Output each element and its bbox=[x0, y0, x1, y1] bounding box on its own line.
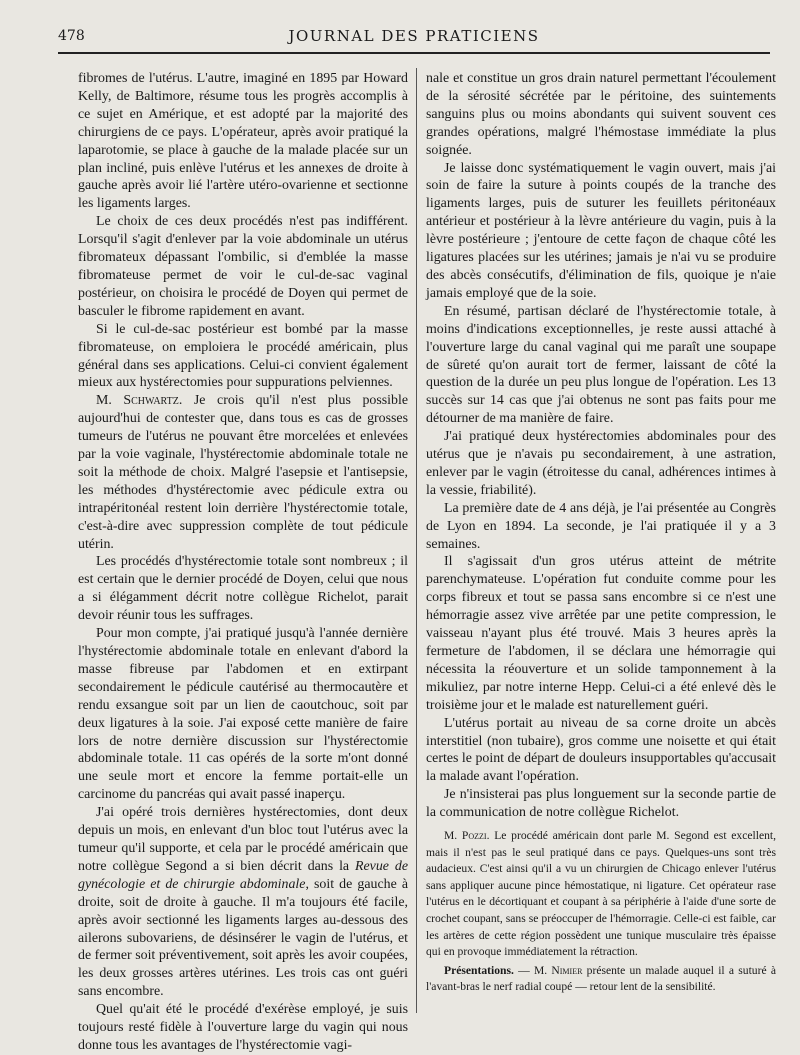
note-text: présente un malade auquel il a suturé à l'avant-bras le nerf radial coupé — retour lent de la sensibilité. bbox=[426, 963, 776, 994]
column-divider bbox=[416, 68, 417, 1013]
paragraph: Je laisse donc systématiquement le vagin ouvert, mais j'ai soin de faire la suture à points coupés de la tranche des ligaments larges, puis de suturer les feuillets péritonéaux antérieur et postérieur à la lèvre antérieure du vagin, puis à la lèvre postérieure ; j'entoure de cette façon de chaque côté les ligatures placées sur les utérines; jamais je n'ai vu se produire des abcès consécutifs, d'élimination de fils, quoique je n'aie jamais employé que de la soie. bbox=[426, 160, 776, 301]
speaker-name: M. Schwartz. bbox=[96, 393, 183, 409]
journal-reference: Revue de gynécologie et de chirurgie abdominale bbox=[78, 858, 408, 892]
page-number: 478 bbox=[58, 28, 85, 44]
paragraph-text: J'ai opéré trois dernières hystérectomies, dont deux depuis un mois, en enlevant d'un bloc tout l'utérus avec la tumeur qu'il supporte, et cela par le procédé américain que notre collègue Segond a si bien décrit dans la bbox=[78, 805, 408, 874]
paragraph: Si le cul-de-sac postérieur est bombé par la masse fibromateuse, on emploiera le procédé américain, plus général dans ses applications. Celui-ci convient également mieux aux hystérectomies pour suppurations pelviennes. bbox=[78, 321, 408, 391]
journal-title: JOURNAL DES PRATICIENS bbox=[288, 27, 540, 45]
speaker-name: M. Pozzi. bbox=[444, 829, 490, 843]
header-rule bbox=[58, 52, 770, 54]
note-text: — M. bbox=[513, 963, 552, 977]
paragraph: Pour mon compte, j'ai pratiqué jusqu'à l'année dernière l'hystérectomie abdominale totale en enlevant d'abord la masse fibreuse par l'abdomen et en extirpant secondairement le pédicule cautérisé au thermocautère et rendu exsangue soit par un lien de caoutchouc, soit par deux ligatures à la soie. J'ai exposé cette manière de faire lors de notre dernière discussion sur l'hystérectomie abdominale totale. 11 cas opérés de la sorte m'ont donné une seule mort et encore la femme portait-elle un carcinome du pancréas qui avait passé inaperçu. bbox=[78, 626, 408, 803]
paragraph: Quel qu'ait été le procédé d'exérèse employé, je suis toujours resté fidèle à l'ouverture large du vagin qui nous donne tous les avantages de l'hystérectomie vagi- bbox=[78, 1002, 408, 1053]
page-header bbox=[58, 26, 770, 48]
paragraph: nale et constitue un gros drain naturel permettant l'écoulement de la sérosité sécrétée par le péritoine, des suintements sanguins plus ou moins abondants qui suivent souvent ces grandes opérations, malgré l'hémostase immédiate la plus soignée. bbox=[426, 71, 776, 158]
paragraph: J'ai pratiqué deux hystérectomies abdominales pour des utérus que je n'avais pu secondairement, à une astration, enlever par le vagin (étroitesse du canal, adhérences intimes à la vessie, friabilité). bbox=[426, 429, 776, 498]
paragraph: Les procédés d'hystérectomie totale sont nombreux ; il est certain que le dernier procédé de Doyen, celui que nous a si élégamment décrit notre collègue Richelot, parait devoir réunir tous les suffrages. bbox=[78, 554, 408, 624]
section-heading: Présentations. bbox=[444, 963, 514, 977]
paragraph-text: , soit de gauche à droite, soit de droite à gauche. Il m'a toujours été facile, après avoir sectionné les ligaments larges au-dessous des ailerons subovariens, de désinsérer le vagin de l'utérus, et de fermer soit préventivement, soit après les avoir coupées, les deux grosses artères utérines. Les trois cas ont guéri sans encombre. bbox=[78, 876, 409, 1000]
speaker-name: Nimier bbox=[551, 963, 583, 977]
paragraph bbox=[78, 804, 408, 1001]
paragraph: Je n'insisterai pas plus longuement sur la seconde partie de la communication de notre collègue Richelot. bbox=[426, 787, 776, 821]
paragraph: Le choix de ces deux procédés n'est pas indifférent. Lorsqu'il s'agit d'enlever par la voie abdominale un utérus fibromateux dépassant l'ombilic, si d'emblée la masse fibromateuse permet de voir le cul-de-sac vaginal postérieur, on choisira le procédé de Doyen qui permet de basculer le fibrome rapidement en avant. bbox=[78, 214, 408, 319]
paragraph: La première date de 4 ans déjà, je l'ai présentée au Congrès de Lyon en 1894. La seconde, je l'ai pratiquée il y a 3 semaines. bbox=[426, 500, 776, 552]
note-text: Le procédé américain dont parle M. Segond est excellent, mais il n'est pas le seul pratiqué dans ce pays. Quelques-uns sont très audacieux. C'est ainsi qu'il a vu un chirurgien de Chicago enlever l'utérus sans appliquer aucune pince hémostatique, ni ligature. Cet opérateur rase l'utérus en le décortiquant et coupant à sa périphérie à l'aide d'une sorte de crochet coupant, sans se préoccuper de l'hémorragie. Celle-ci est faible, car les artères de cette région possèdent une tunique musculaire très épaisse qui en provoque immédiatement la rétraction. bbox=[426, 829, 777, 959]
right-column bbox=[426, 70, 776, 996]
paragraph: fibromes de l'utérus. L'autre, imaginé en 1895 par Howard Kelly, de Baltimore, résume tous les progrès accomplis à ce sujet en Amérique, et est adopté par la majorité des chirurgiens de ce pays. L'opérateur, après avoir pratiqué la laparotomie, se place à gauche de la malade placée sur un plan incliné, puis enlève l'utérus et les annexes de droite à gauche après avoir lié l'artère utéro-ovarienne et sectionne les ligaments larges. bbox=[78, 71, 408, 212]
discussion-note bbox=[426, 828, 776, 961]
left-column bbox=[78, 70, 408, 1055]
presentations-note bbox=[426, 963, 776, 996]
paragraph: L'utérus portait au niveau de sa corne droite un abcès interstitiel (non tubaire), gros comme une noisette et qui était certes le point de départ de douleurs insupportables qu'accusait la malade avant l'opération. bbox=[426, 715, 776, 785]
paragraph-text: Je crois qu'il n'est plus possible aujourd'hui de contester que, dans tous es cas de grosses tumeurs de l'utérus ne pouvant être morcelées et enlevées par la voie vaginale, l'hystérectomie abdominale totale ne soit la méthode de choix. Malgré l'asepsie et l'antisepsie, les méthodes d'hystérectomie avec pédicule extra ou intrapéritonéal restent loin derrière l'hystérectomie totale, c'est-à-dire avec suppression complète de tout pédicule utérin. bbox=[78, 393, 408, 552]
paragraph bbox=[78, 392, 408, 553]
paragraph: En résumé, partisan déclaré de l'hystérectomie totale, à moins d'indications exceptionnelles, je reste aussi attaché à l'ouverture large du canal vaginal qui me paraît une soupape de sûreté qu'on aurait tort de fermer, laissant de côté la question de la durée un peu plus longue de l'opération. Les 13 succès sur 14 cas que j'ai obtenus ne sont pas faits pour me détourner de ma manière de faire. bbox=[426, 303, 776, 427]
paragraph: Il s'agissait d'un gros utérus atteint de métrite parenchymateuse. L'opération fut conduite comme pour les corps fibreux et tout se passa sans encombre si ce n'est une hémorragie assez vive arrêtée par une petite compression, le vaisseau n'ayant plus été trouvé. Mais 3 heures après la fermeture de l'abdomen, il se déclara une hémorragie qui nécessita la réouverture et un solide tamponnement à la mikuliez, par notre interne Hepp. Celui-ci a été enlevé dès le troisième jour et le malade est naturellement guéri. bbox=[426, 554, 776, 713]
